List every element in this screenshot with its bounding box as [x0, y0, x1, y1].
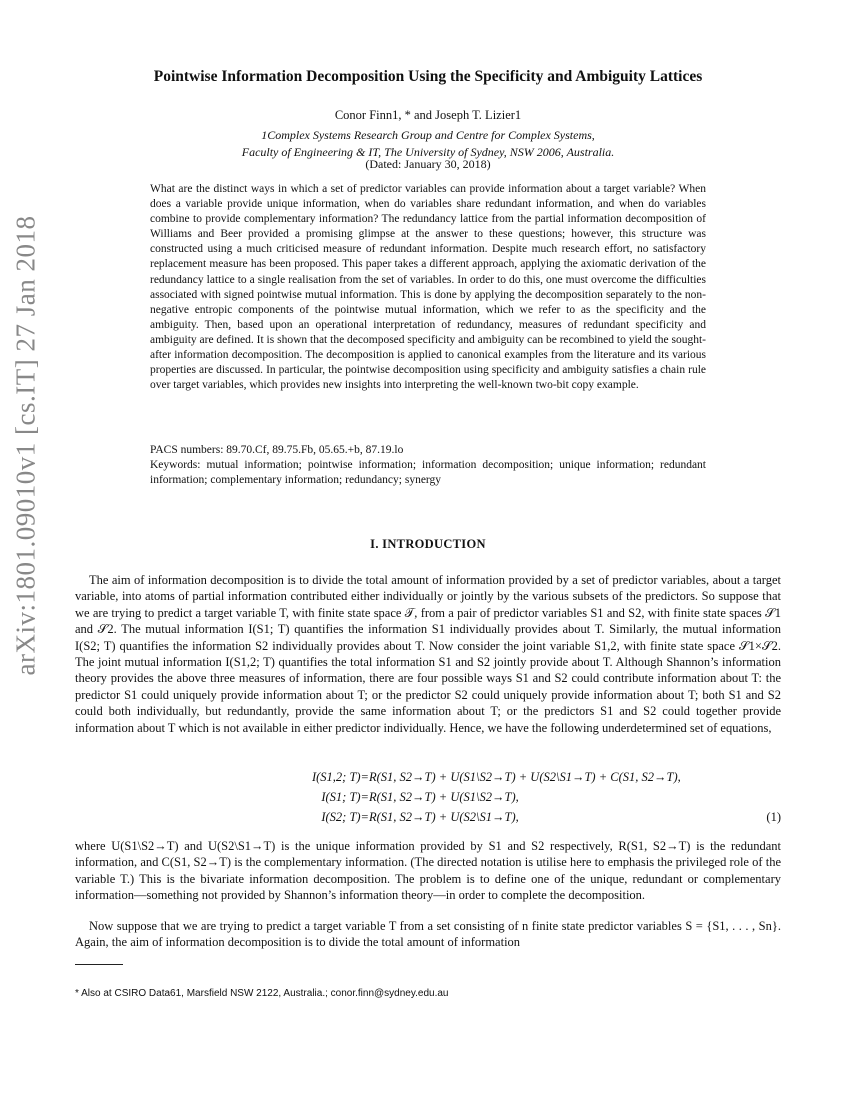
abstract: What are the distinct ways in which a set of predictor variables can provide information about a target variable? When does a variable provide unique information, when do variables share redundant information, and when do variables combine to provide complementary information? The redundancy lattice from the partial information decomposition of Williams and Beer provided a promising glimpse at the answer to these questions; however, this structure was constructed using a much criticised measure of redundant information. Despite much research effort, no satisfactory replacement measure has been proposed. This paper takes a different approach, applying the axiomatic derivation of the redundancy lattice to a single realisation from the set of variables. In order to do this, one must overcome the difficulties associated with signed pointwise mutual information. This is done by applying the decomposition separately to the non-negative entropic components of the pointwise mutual information, which we refer to as the specificity and the ambiguity. Then, based upon an operational interpretation of redundancy, measures of redundant specificity and ambiguity are defined. It is shown that the decomposed specificity and ambiguity can be recombined to yield the sought-after information decomposition. The decomposition is applied to canonical examples from the literature and its various properties are discussed. In particular, the pointwise decomposition using specificity and ambiguity satisfies a chain rule over target variables, which provides new insights into interpreting the well-known two-bit copy example.	[150, 183, 707, 392]
body-paragraph-2: where U(S1\S2→T) and U(S2\S1→T) is the unique information provided by S1 and S2 respectively, R(S1, S2→T) is the redundant information, and C(S1, S2→T) is the complementary information. (The directed notation is utilise here to emphasis the privileged role of the variable T.) This is the bivariate information decomposition. The problem is to define one of the unique, redundant or complementary information—something not provided by Shannon’s information theory—in order to complete the decomposition.	[75, 839, 781, 903]
body-paragraph-3: Now suppose that we are trying to predict a target variable T from a set consisting of n finite state predictor variables S = {S1, . . . , Sn}. Again, the aim of information decomposition is to divide the total amount of information	[75, 919, 781, 950]
equation-line	[75, 790, 781, 808]
equation-rhs: R(S1, S2→T) + U(S1\S2→T) + U(S2\S1→T) + C(S1, S2→T),	[369, 770, 681, 784]
equation-lhs: I(S2; T)=	[321, 810, 369, 824]
equation-lhs: I(S1,2; T)=	[311, 770, 369, 784]
body-paragraph-1: The aim of information decomposition is to divide the total amount of information provided by a set of predictor variables, about a target variable, into atoms of partial information contributed either individually or jointly by the various subsets of the predictors. So suppose that we are trying to predict a target variable T, with finite state space 𝒯, from a pair of predictor variables S1 and S2, with finite state spaces 𝒮1 and 𝒮2. The mutual information I(S1; T) quantifies the information S1 individually provides about T. Similarly, the mutual information I(S2; T) quantifies the information S2 individually provides about T. Now consider the joint variable S1,2, with finite state space 𝒮1×𝒮2. The joint mutual information I(S1,2; T) quantifies the total information S1 and S2 jointly provide about T. Although Shannon’s information theory provides the above three measures of information, there are four possible ways S1 and S2 could contribute information about T: the predictor S1 could uniquely provide information about T; or the predictor S2 could uniquely provide information about T; both S1 and S2 could both individually, but redundantly, provide the same information about T; or the predictors S1 and S2 could together provide information about T which is not available in either predictor individually. Hence, we have the following underdetermined set of equations,	[75, 573, 781, 735]
affiliation-line-2: Faculty of Engineering & IT, The University of Sydney, NSW 2006, Australia.	[241, 145, 615, 159]
equation-block	[75, 770, 781, 830]
equation-rhs: R(S1, S2→T) + U(S1\S2→T),	[369, 790, 519, 804]
affiliation	[60, 127, 796, 161]
date-line: (Dated: January 30, 2018)	[365, 157, 491, 171]
arxiv-sidebar-stamp	[6, 165, 46, 725]
pacs-numbers: PACS numbers: 89.70.Cf, 89.75.Fb, 05.65.+b, 87.19.lo	[150, 444, 404, 456]
equation-number: (1)	[766, 810, 781, 824]
footnote-divider	[75, 964, 123, 965]
equation-lhs: I(S1; T)=	[321, 790, 369, 804]
footnote: * Also at CSIRO Data61, Marsfield NSW 2122, Australia.; conor.finn@sydney.edu.au	[75, 988, 449, 999]
affiliation-line-1: 1Complex Systems Research Group and Centre for Complex Systems,	[261, 128, 595, 142]
pacs-keywords	[150, 443, 706, 488]
paper-title: Pointwise Information Decomposition Using the Specificity and Ambiguity Lattices	[153, 68, 703, 85]
section-heading-introduction: I. INTRODUCTION	[370, 537, 486, 551]
keywords: Keywords: mutual information; pointwise information; information decomposition; unique information; redundant information; complementary information; redundancy; synergy	[150, 459, 706, 486]
equation-rhs: R(S1, S2→T) + U(S2\S1→T),	[369, 810, 519, 824]
equation-line	[75, 770, 781, 788]
author-list: Conor Finn1, * and Joseph T. Lizier1	[334, 108, 522, 122]
equation-line	[75, 810, 781, 828]
arxiv-identifier: arXiv:1801.09010v1 [cs.IT] 27 Jan 2018	[10, 215, 41, 675]
